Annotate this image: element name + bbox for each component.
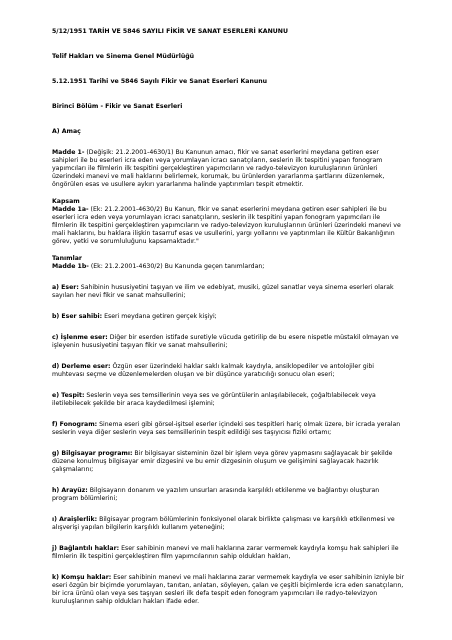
definition-item xyxy=(52,574,406,606)
article-1b-text: (Ek: 21.2.2001-4630/2) Bu Kanunda geçen tanımlardan; xyxy=(88,263,265,270)
scope-heading: Kapsam xyxy=(52,198,80,205)
definition-label: h) Arayüz: xyxy=(52,487,88,494)
definition-label: j) Bağlantılı haklar: xyxy=(52,545,120,552)
part-heading: Birinci Bölüm - Fikir ve Sanat Eserleri xyxy=(52,103,183,110)
article-1a-label: Madde 1a- xyxy=(52,206,89,213)
definition-item xyxy=(52,392,406,408)
definition-text: Eser sahibinin manevi ve mali haklarına zarar vermemek kaydıyla ve eser sahibinin izniyle bir eseri özgün bir biçimde yorumlayan, tanıtan, anlatan, söyleyen, çalan ve çeşitli biçimlerde icra eden sanatçıların, bir icra ürünü olan veya ses taşıyan sesleri ilk defa tespit eden fonogram yapımcıları ile radyo-televizyon kuruluşlarının sahip oldukları hakları ifade eder. xyxy=(52,574,405,605)
definition-text: Bir bilgisayar sisteminin özel bir işlem veya görev yapmasını sağlayacak bir şekilde düzene konulmuş bilgisayar emir dizgesini ve bu emir dizgesinin oluşum ve gelişimini sağlayacak hazırlık çalışmalarını; xyxy=(52,450,393,473)
definition-item xyxy=(52,313,406,321)
section-a-heading: A) Amaç xyxy=(52,128,81,135)
definition-label: b) Eser sahibi: xyxy=(52,313,103,320)
definition-text: Eseri meydana getiren gerçek kişiyi; xyxy=(102,313,217,320)
definition-text: Özgün eser üzerindeki haklar saklı kalmak kaydıyla, ansiklopediler ve antolojiler gibi muhtevası seçme ve düzenlemelerden oluşan ve bir düşünce yaratıcılığı sonucu olan eseri; xyxy=(52,363,375,378)
article-1-label: Madde 1- xyxy=(52,149,85,156)
article-1-text: (Değişik: 21.2.2001-4630/1) Bu Kanunun amacı, fikir ve sanat eserlerini meydana getiren eser sahipleri ile bu eserleri icra eden veya yorumlayan icracı sanatçıların, seslerin ilk tespitini yapan fonogram yapımcıları ile filmlerin ilk tespitini gerçekleştiren yapımcıların ve radyo-televizyon kuruluşlarının ürünleri üzerindeki manevi ve mali haklarını belirlemek, korumak, bu ürünlerden yararlanma şartlarını düzenlemek, öngörülen esas ve usullere aykırı yararlanma halinde yaptırımları tespit etmektir. xyxy=(52,149,385,188)
definition-label: a) Eser: xyxy=(52,284,79,291)
definition-label: k) Komşu haklar: xyxy=(52,574,112,581)
definition-item xyxy=(52,284,406,300)
definition-text: Sahibinin hususiyetini taşıyan ve ilim ve edebiyat, musiki, güzel sanatlar veya sinema eserleri olarak sayılan her nevi fikir ve sanat mahsullerini; xyxy=(52,284,394,299)
definition-item xyxy=(52,363,406,379)
article-1b-label: Madde 1b- xyxy=(52,263,89,270)
definition-label: c) İşlenme eser: xyxy=(52,334,108,341)
definition-text: Eser sahibinin manevi ve mali haklarına zarar vermemek kaydıyla komşu hak sahipleri ile filmlerin ilk tespitini gerçekleştiren film yapımcılarının sahip oldukları hakları, xyxy=(52,545,399,560)
definition-text: Bilgisayarın donanım ve yazılım unsurları arasında karşılıklı etkilenme ve bağlantıyı oluşturan program bölümlerini; xyxy=(52,487,380,502)
definition-label: f) Fonogram: xyxy=(52,421,98,428)
definition-item xyxy=(52,334,406,350)
article-1 xyxy=(52,149,406,189)
definition-label: ı) Araişlerlik: xyxy=(52,516,98,523)
article-1a-text: (Ek: 21.2.2001-4630/2) Bu Kanun, fikir ve sanat eserlerini meydana getiren eser sahipleri ile bu eserleri icra eden veya yorumlayan icracı sanatçıların, seslerin ilk tespitini yapan fonogram yapımcıları ile filmlerin ilk tespitini gerçekleştiren yapımcıların ve radyo-televizyon kuruluşlarının ürünleri üzerindeki manevi ve mali haklarını, bu haklara ilişkin tasarruf esas ve usullerini, yargı yollarını ve yaptırımları ile Kültür Bakanlığının görev, yetki ve sorumluluğunu kapsamaktadır." xyxy=(52,206,401,245)
definition-text: Bilgisayar program bölümlerinin fonksiyonel olarak birlikte çalışması ve karşılıklı etkilenmesi ve alışverişi yapılan bilgilerin karşılıklı kullanım yeteneğini; xyxy=(52,516,395,531)
definition-label: e) Tespit: xyxy=(52,392,85,399)
definition-item xyxy=(52,545,406,561)
article-1a xyxy=(52,206,406,246)
definition-item xyxy=(52,421,406,437)
document-title: 5/12/1951 TARİH VE 5846 SAYILI FİKİR VE SANAT ESERLERİ KANUNU xyxy=(52,28,288,35)
agency-heading: Telif Hakları ve Sinema Genel Müdürlüğü xyxy=(52,53,195,60)
definition-label: g) Bilgisayar programı: xyxy=(52,450,133,457)
definition-item xyxy=(52,450,406,474)
definition-item xyxy=(52,516,406,532)
definition-text: Sinema eseri gibi görsel-işitsel eserler içindeki ses tespitleri hariç olmak üzere, bir icrada yeralan seslerin veya diğer seslerin veya ses temsillerinin tespit edildiği ses taşıyıcısı fiziki ortamı; xyxy=(52,421,401,436)
definition-text: Diğer bir eserden istifade suretiyle vücuda getirilip de bu esere nispetle müstakil olmayan ve işleyenin hususiyetini taşıyan fikir ve sanat mahsullerini; xyxy=(52,334,399,349)
law-title: 5.12.1951 Tarihi ve 5846 Sayılı Fikir ve Sanat Eserleri Kanunu xyxy=(52,78,268,85)
article-1b xyxy=(52,263,406,271)
definition-label: d) Derleme eser: xyxy=(52,363,111,370)
definitions-heading: Tanımlar xyxy=(52,255,82,262)
definition-item xyxy=(52,487,406,503)
definition-text: Seslerin veya ses temsillerinin veya ses ve görüntülerin anlaşılabilecek, çoğaltılabilecek veya iletilebilecek şekilde bir araca kaydedilmesi işlemini; xyxy=(52,392,376,407)
